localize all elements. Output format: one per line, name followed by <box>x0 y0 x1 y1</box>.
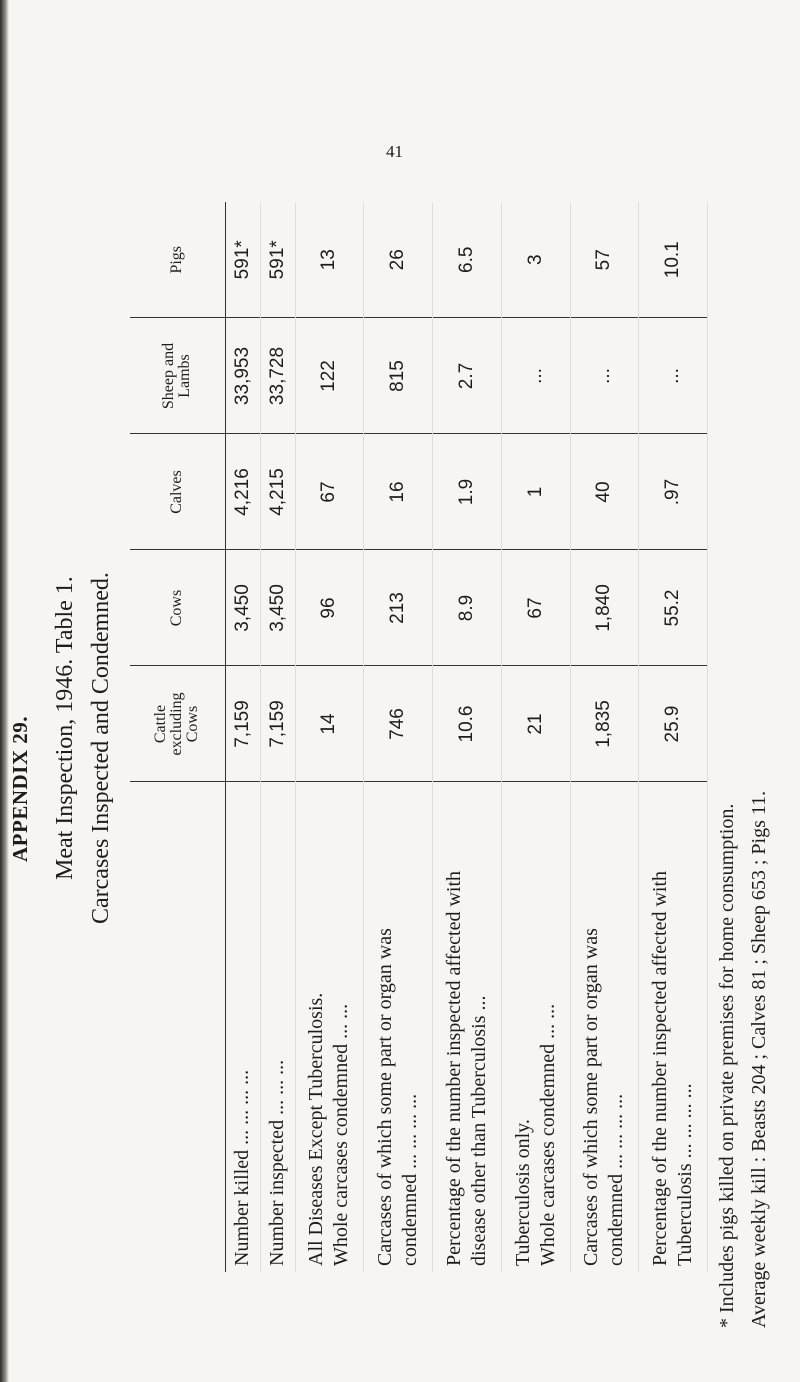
footnote-average-kill: Average weekly kill : Beasts 204 ; Calves 81 ; Sheep 653 ; Pigs 11. <box>748 790 770 1328</box>
column-header-row <box>130 202 225 1272</box>
cell-value: 746 <box>364 666 433 782</box>
cell-value: 7,159 <box>225 666 260 782</box>
cell-value: 815 <box>364 318 433 434</box>
cell-value: 40 <box>570 434 639 550</box>
table-body <box>225 202 708 1272</box>
cell-value: 4,215 <box>260 434 295 550</box>
cell-value: 1.9 <box>433 434 502 550</box>
cell-value: 1,840 <box>570 550 639 666</box>
table-row <box>570 202 639 1272</box>
appendix-heading: APPENDIX 29. <box>8 716 32 862</box>
row-label: All Diseases Except Tuberculosis. Whole carcases condemned ... ... <box>295 782 364 1272</box>
page-number: 41 <box>386 142 403 161</box>
cell-value: 4,216 <box>225 434 260 550</box>
row-label-header <box>130 782 225 1272</box>
cell-value: 13 <box>295 202 364 318</box>
cell-value: 33,728 <box>260 318 295 434</box>
page-edge-shadow <box>0 0 9 1382</box>
table-row <box>260 202 295 1272</box>
cell-value: 1,835 <box>570 666 639 782</box>
cell-value: ... <box>501 318 570 434</box>
col-header-cows: Cows <box>130 550 225 666</box>
row-label: Carcases of which some part or organ was condemned ... ... ... ... <box>570 782 639 1272</box>
cell-value: 591* <box>225 202 260 318</box>
cell-value: 591* <box>260 202 295 318</box>
cell-value: 67 <box>295 434 364 550</box>
cell-value: 25.9 <box>639 666 708 782</box>
cell-value: 26 <box>364 202 433 318</box>
row-label: Percentage of the number inspected affected with Tuberculosis ... ... ... ... <box>639 782 708 1272</box>
cell-value: 10.6 <box>433 666 502 782</box>
cell-value: 14 <box>295 666 364 782</box>
row-label: Number inspected ... ... ... <box>260 782 295 1272</box>
cell-value: 8.9 <box>433 550 502 666</box>
table-title: Meat Inspection, 1946. Table 1. <box>52 576 78 880</box>
cell-value: 2.7 <box>433 318 502 434</box>
row-label: Tuberculosis only. Whole carcases condemned ... ... <box>501 782 570 1272</box>
row-label: Number killed ... ... ... ... <box>225 782 260 1272</box>
cell-value: 3,450 <box>260 550 295 666</box>
table-row <box>501 202 570 1272</box>
cell-value: ... <box>570 318 639 434</box>
cell-value: 57 <box>570 202 639 318</box>
table-row <box>225 202 260 1272</box>
table-row <box>295 202 364 1272</box>
cell-value: 3 <box>501 202 570 318</box>
cell-value: 7,159 <box>260 666 295 782</box>
col-header-sheep: Sheep and Lambs <box>130 318 225 434</box>
cell-value: 6.5 <box>433 202 502 318</box>
cell-value: 67 <box>501 550 570 666</box>
inspection-table <box>130 202 708 1272</box>
col-header-pigs: Pigs <box>130 202 225 318</box>
cell-value: 1 <box>501 434 570 550</box>
cell-value: 213 <box>364 550 433 666</box>
table-row <box>364 202 433 1272</box>
cell-value: 3,450 <box>225 550 260 666</box>
row-label: Percentage of the number inspected affected with disease other than Tuberculosis ... <box>433 782 502 1272</box>
cell-value: 10.1 <box>639 202 708 318</box>
cell-value: ... <box>639 318 708 434</box>
cell-value: 33,953 <box>225 318 260 434</box>
footnote-asterisk: * Includes pigs killed on private premises for home consumption. <box>716 803 738 1328</box>
table-row <box>639 202 708 1272</box>
cell-value: 96 <box>295 550 364 666</box>
cell-value: 16 <box>364 434 433 550</box>
cell-value: 21 <box>501 666 570 782</box>
cell-value: .97 <box>639 434 708 550</box>
table-subtitle: Carcases Inspected and Condemned. <box>88 572 114 924</box>
table-row <box>433 202 502 1272</box>
cell-value: 122 <box>295 318 364 434</box>
row-label: Carcases of which some part or organ was condemned ... ... ... ... <box>364 782 433 1272</box>
col-header-calves: Calves <box>130 434 225 550</box>
cell-value: 55.2 <box>639 550 708 666</box>
col-header-cattle: Cattle excluding Cows <box>130 666 225 782</box>
